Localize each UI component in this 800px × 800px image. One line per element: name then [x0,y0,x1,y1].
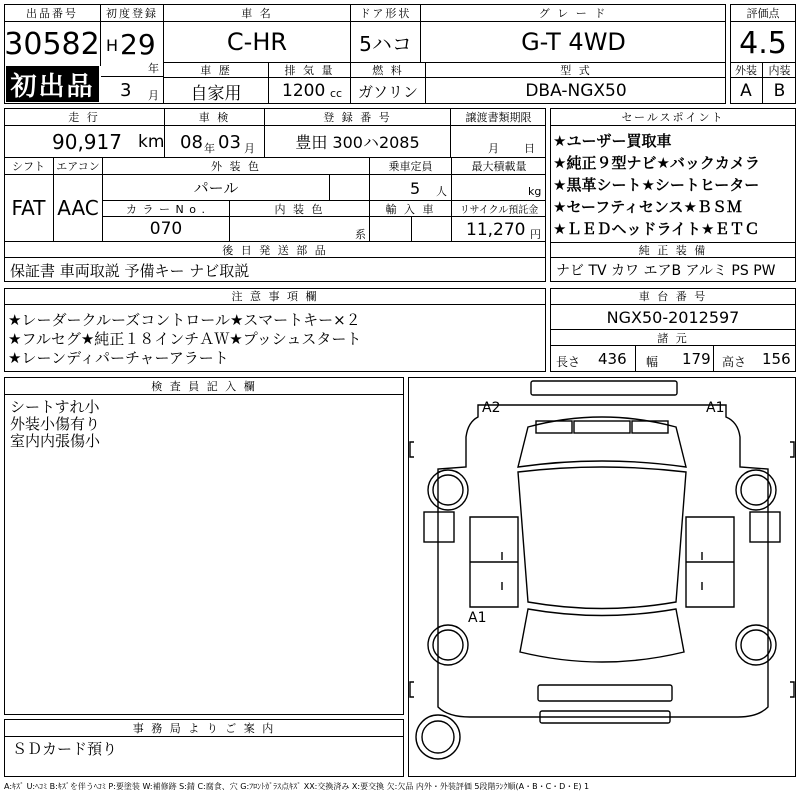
color-extra-cell [330,175,370,201]
later-parts: 保証書 車両取説 予備キー ナビ取説 [10,261,250,280]
office-note: ＳＤカード預り [12,740,118,758]
inspector-line: シートすれ小 [10,398,100,416]
ac: AAC [54,175,103,242]
capacity: 5 [410,179,421,198]
inspection-year-unit: 年 [204,142,215,155]
inspection-month-unit: 月 [244,142,255,155]
sales-point-line: ★純正９型ナビ★バックカメラ [553,154,760,172]
inspection-year: 08 [180,132,203,153]
car-name: C-HR [164,22,351,62]
car-name-label: 車 名 [164,4,351,22]
capacity-unit: 人 [436,185,447,198]
month-unit: 月 [148,89,159,102]
lot-number: 30582 [4,22,101,66]
load-unit: kg [528,185,542,198]
score-label: 評価点 [730,4,796,22]
shift-label: シフト [4,158,54,175]
sales-point-line: ★セーフティセンス★ＢＳＭ [553,198,742,216]
displacement: 1200 [282,81,326,101]
car-body-diagram [408,377,796,777]
chassis-label: 車 台 番 号 [550,288,796,305]
width-label: 幅 [646,355,659,369]
mileage: 90,917 [52,130,122,154]
reg-month: 3 [120,80,132,101]
inspector-line: 外装小傷有り [10,415,101,433]
import-cell-a [370,217,412,242]
load-label: 最大積載量 [452,158,546,175]
color: パール [103,175,330,201]
transfer-day-unit: 日 [524,142,535,155]
length: 436 [598,350,627,368]
note-line: ★レーダークルーズコントロール★スマートキー×２ [8,311,361,329]
equipment-label: 純 正 装 備 [550,242,796,258]
ac-label: エアコン [54,158,103,175]
interior-color-label: 内 装 色 [230,201,370,217]
displacement-label: 排 気 量 [269,62,351,78]
import-cell-b [412,217,452,242]
first-reg-label: 初度登録 [101,4,164,22]
history: 自家用 [164,78,269,104]
displacement-cell [269,78,351,104]
color-no-label: カ ラ ー N o . [103,201,230,217]
damage-mark-a2: A2 [482,400,501,416]
door-label: ドア形状 [351,4,421,22]
transfer-month-unit: 月 [488,142,499,155]
inspector-line: 室内内張傷小 [10,432,101,450]
plate-label: 登 録 番 号 [265,108,451,126]
grade-label: グ レ ー ド [421,4,726,22]
model: DBA-NGX50 [525,81,627,101]
later-parts-label: 後 日 発 送 部 品 [4,242,546,258]
width: 179 [682,350,711,368]
damage-mark-a1-side: A1 [468,610,487,626]
history-label: 車 歴 [164,62,269,78]
dims-label: 諸 元 [550,330,796,346]
shift: FAT [4,175,54,242]
interior-color-cell [230,217,370,242]
exterior-score: A [730,78,763,104]
plate: 豊田 300ハ2085 [265,126,451,158]
office-label: 事 務 局 よ り ご 案 内 [4,719,404,737]
recycle-unit: 円 [530,228,541,241]
import-label: 輸 入 車 [370,201,452,217]
equipment: ナビ TV カワ エアB アルミ PS PW [556,263,776,279]
note-line: ★レーンディパーチャーアラート [8,349,229,367]
inspection-month: 03 [218,132,241,153]
length-cell [550,346,636,372]
width-cell [636,346,714,372]
displacement-unit: cc [330,87,343,100]
damage-mark-a1-front: A1 [706,400,725,416]
score: 4.5 [739,25,787,61]
inspector-label: 検 査 員 記 入 欄 [4,377,404,395]
color-label: 外 装 色 [103,158,370,175]
recycle-label: リサイクル預託金 [452,201,546,217]
sales-point-line: ★ユーザー買取車 [553,132,672,150]
sales-point-line: ★黒革シート★シートヒーター [553,176,760,194]
fuel: ガソリン [351,78,426,104]
interior-score: B [773,81,786,101]
capacity-label: 乗車定員 [370,158,452,175]
reg-year-cell [101,22,164,76]
model-label: 型 式 [426,62,726,78]
inspection-label: 車 検 [165,108,265,126]
height-label: 高さ [722,355,747,369]
fuel-label: 燃 料 [351,62,426,78]
mileage-unit: km [138,132,165,152]
transfer-label: 譲渡書類期限 [451,108,546,126]
grade: G-T 4WD [521,28,626,56]
lot-label: 出品番号 [4,4,101,22]
recycle: 11,270 [466,220,526,240]
year-unit: 年 [148,62,159,75]
height: 156 [762,350,791,368]
door: 5ハコ [351,22,421,62]
sales-points-label: セールスポイント [550,108,796,126]
interior-label: 内装 [763,62,796,78]
notes-label: 注 意 事 項 欄 [4,288,546,305]
exterior-label: 外装 [730,62,763,78]
length-label: 長さ [556,355,581,369]
era: H [106,36,119,55]
color-no: 070 [103,217,230,242]
legend-text: A:ｷｽﾞ U:ﾍｺﾐ B:ｷｽﾞを伴うﾍｺﾐ P:要塗装 W:補修跡 S:錆 C:腐食、穴 G:ﾌﾛﾝﾄｶﾞﾗｽ点ｷｽﾞ XX:交換済み X:要交換 欠:欠品 内外・外装評価 5段階ﾗﾝｸ順(A・B・C・D・E) 1 [4,782,590,791]
first-listing-badge: 初出品 [6,66,99,102]
note-line: ★フルセグ★純正１８インチＡＷ★プッシュスタート [8,330,362,348]
sales-point-line: ★ＬＥＤヘッドライト★ＥＴＣ [553,220,760,238]
interior-color-unit: 系 [355,228,366,241]
chassis-number: NGX50-2012597 [550,305,796,330]
mileage-label: 走 行 [4,108,165,126]
reg-year: 29 [120,28,156,61]
